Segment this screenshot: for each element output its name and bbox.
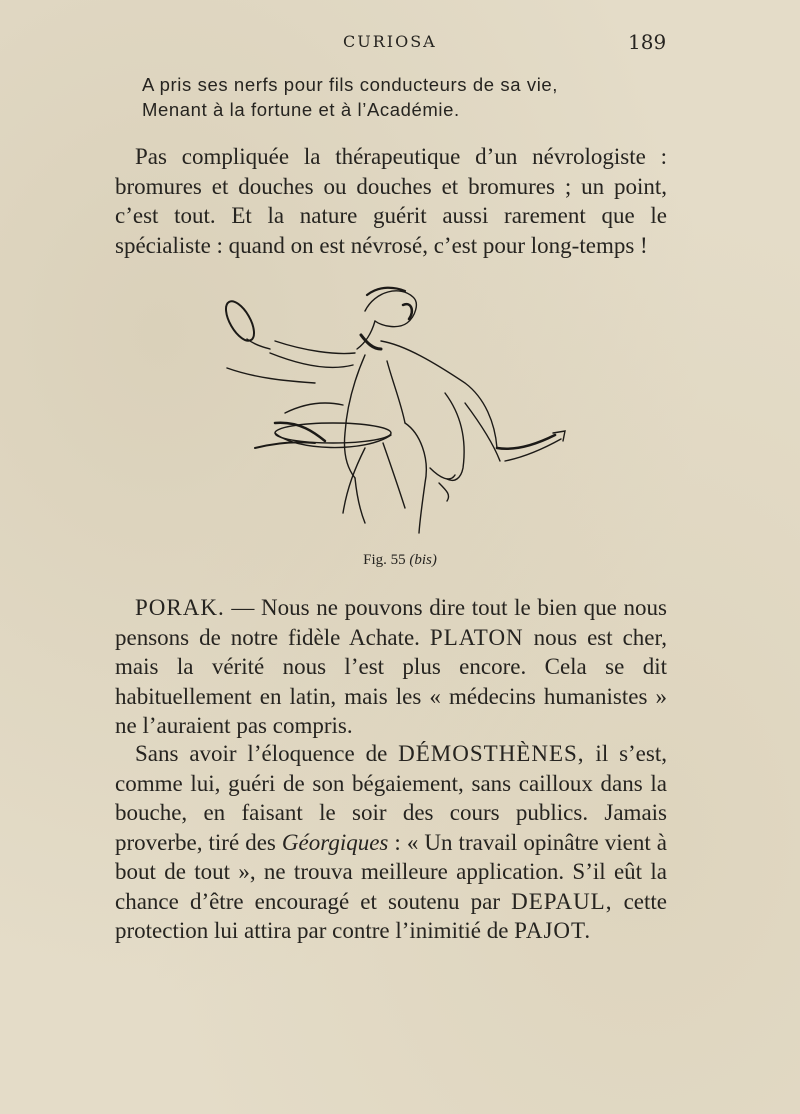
person-name-depaul: DEPAUL, <box>511 888 613 914</box>
verse-quote <box>142 72 558 122</box>
figure-caption <box>0 552 800 569</box>
page-header <box>0 30 800 56</box>
person-name-porak: PORAK. <box>135 595 225 620</box>
person-name-platon: PLATON <box>429 624 524 650</box>
paragraph-2-text-1: — Nous ne pouvons dire tout le bien que nous pensons de notre fidèle Achate. <box>115 595 667 650</box>
verse-line-1: A pris ses nerfs pour fils conducteurs de sa vie, <box>142 74 559 95</box>
person-name-demosthenes: DÉMOSTHÈNES, <box>398 741 585 766</box>
paragraph-1: Pas compliquée la thérapeutique d’un névrologiste : bromures et douches ou douches et bromures ; un point, c’est tout. Et la nature guérit aussi rarement que le spécialiste : quand on est névrosé, c’est pour long-temps ! <box>115 144 667 258</box>
verse-line-2: Menant à la fortune et à l’Académie. <box>142 99 460 120</box>
paragraph-3-text-4: cette protection lui attira par contre l’inimitié de <box>115 888 667 943</box>
paragraph-2 <box>115 593 667 741</box>
running-head: CURIOSA <box>343 32 437 51</box>
caption-suffix: (bis) <box>409 552 437 568</box>
page-number: 189 <box>628 30 667 54</box>
paragraph-3 <box>115 739 667 946</box>
person-name-pajot: PAJOT. <box>514 918 592 943</box>
caption-label: Fig. 55 <box>363 552 406 568</box>
paragraph-3-text-3: : « Un travail opinâtre vient à bout de tout », ne trouva meilleure application. S’il eût la chance d’être encouragé et soutenu par <box>115 829 667 914</box>
work-title: Géorgiques <box>281 829 389 855</box>
caricature-illustration <box>215 283 575 538</box>
paragraph-3-text-1: Sans avoir l’éloquence de <box>135 741 399 766</box>
paragraph-2-text-2: nous est cher, mais la vérité nous l’est plus encore. Cela se dit habituellement en latin, mais les « médecins humanistes » ne l’auraient pas compris. <box>115 624 667 738</box>
paragraph-3-text-2: il s’est, comme lui, guéri de son bégaiement, sans cailloux dans la bouche, en faisant le soir des cours publics. Jamais proverbe, tiré des <box>115 741 667 855</box>
